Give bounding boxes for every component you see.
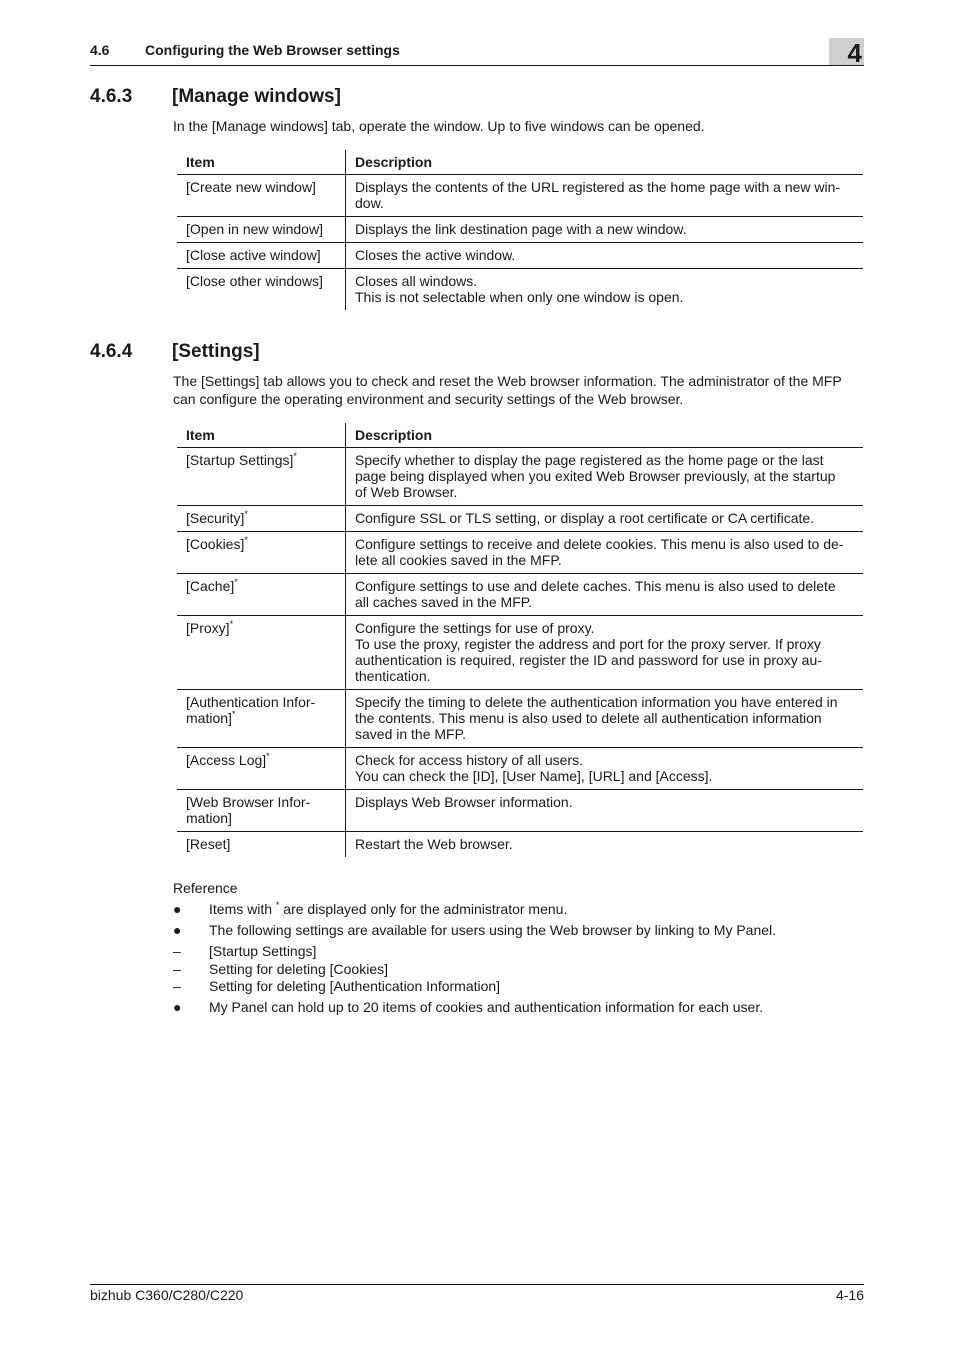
reference-text: Setting for deleting [Authentication Information] (209, 978, 501, 994)
asterisk-mark: * (275, 900, 280, 910)
description-cell (346, 532, 864, 574)
desc-line: of Web Browser. (355, 484, 458, 500)
item-cell (177, 532, 346, 574)
settings-intro (173, 372, 863, 408)
bullet-icon: ● (173, 999, 182, 1015)
desc-line: lete all cookies saved in the MFP. (355, 552, 562, 568)
item-line: [Proxy] (186, 620, 230, 636)
reference-text: The following settings are available for users using the Web browser by linking to My Panel. (209, 922, 777, 938)
intro-line: The [Settings] tab allows you to check and reset the Web browser information. The administrator of the MFP (173, 373, 842, 389)
description-cell (346, 506, 864, 532)
item-cell (177, 574, 346, 616)
item-cell (177, 832, 346, 858)
item-line: [Cookies] (186, 536, 245, 552)
item-cell (177, 748, 346, 790)
reference-text: My Panel can hold up to 20 items of cookies and authentication information for each user. (209, 999, 764, 1015)
dash-icon: – (173, 961, 181, 977)
item-cell: [Close other windows] (177, 269, 346, 311)
item-line: [Authentication Infor- (186, 694, 316, 710)
table-row (177, 748, 863, 790)
item-line: mation] (186, 810, 232, 826)
dash-icon: – (173, 978, 181, 994)
admin-asterisk: * (231, 709, 236, 719)
column-header-item: Item (177, 423, 346, 448)
desc-line: Specify the timing to delete the authentication information you have entered in (355, 694, 838, 710)
item-line: [Reset] (186, 836, 231, 852)
desc-line: Closes all windows. (355, 273, 478, 289)
footer-page-number: 4-16 (835, 1287, 864, 1303)
footer-product: bizhub C360/C280/C220 (90, 1287, 244, 1303)
admin-asterisk: * (234, 577, 238, 587)
item-line: [Access Log] (186, 752, 267, 768)
column-header-item: Item (177, 150, 346, 175)
table-row (177, 832, 863, 858)
description-cell: Displays the link destination page with a new window. (346, 217, 864, 243)
bullet-icon: ● (173, 901, 182, 917)
admin-asterisk: * (266, 751, 270, 761)
table-row (177, 243, 863, 269)
desc-line: dow. (355, 195, 384, 211)
table-row (177, 690, 863, 748)
admin-asterisk: * (244, 535, 248, 545)
desc-line: Check for access history of all users. (355, 752, 583, 768)
item-line: [Startup Settings] (186, 452, 294, 468)
desc-line: authentication is required, register the ID and password for use in proxy au- (355, 652, 822, 668)
heading-title: [Settings] (172, 341, 260, 362)
item-cell (177, 690, 346, 748)
desc-line: the contents. This menu is also used to delete all authentication information (355, 710, 822, 726)
heading-number: 4.6.4 (90, 341, 133, 362)
description-cell: Closes the active window. (346, 243, 864, 269)
text-before: Items with (209, 901, 276, 917)
description-cell (346, 574, 864, 616)
description-cell (346, 448, 864, 506)
running-header (90, 42, 400, 58)
settings-table (177, 423, 863, 857)
desc-line: This is not selectable when only one window is open. (355, 289, 684, 305)
desc-line: Specify whether to display the page registered as the home page or the last (355, 452, 824, 468)
desc-line: You can check the [ID], [User Name], [URL] and [Access]. (355, 768, 713, 784)
item-cell (177, 506, 346, 532)
table-row (177, 532, 863, 574)
header-section-title: Configuring the Web Browser settings (145, 42, 400, 58)
heading-settings (90, 341, 260, 363)
reference-text: [Startup Settings] (209, 943, 317, 959)
description-cell (346, 790, 864, 832)
description-cell (346, 616, 864, 690)
table-row (177, 506, 863, 532)
desc-line: thentication. (355, 668, 431, 684)
item-cell: [Create new window] (177, 175, 346, 217)
reference-text: Setting for deleting [Cookies] (209, 961, 388, 977)
desc-line: Configure settings to receive and delete cookies. This menu is also used to de- (355, 536, 844, 552)
header-section-number: 4.6 (90, 42, 110, 58)
intro-line: can configure the operating environment and security settings of the Web browser. (173, 391, 684, 407)
bullet-icon: ● (173, 922, 182, 938)
manage-windows-table (177, 150, 863, 310)
desc-line: Configure settings to use and delete caches. This menu is also used to delete (355, 578, 836, 594)
item-cell: [Open in new window] (177, 217, 346, 243)
column-header-description: Description (346, 150, 864, 175)
desc-line: Displays the contents of the URL registered as the home page with a new win- (355, 179, 841, 195)
table-row (177, 269, 863, 311)
desc-line: Restart the Web browser. (355, 836, 513, 852)
desc-line: Displays Web Browser information. (355, 794, 573, 810)
reference-text (209, 900, 567, 918)
desc-line: To use the proxy, register the address and port for the proxy server. If proxy (355, 636, 821, 652)
description-cell (346, 175, 864, 217)
desc-line: Configure SSL or TLS setting, or display a root certificate or CA certificate. (355, 510, 815, 526)
description-cell (346, 832, 864, 858)
desc-line: all caches saved in the MFP. (355, 594, 533, 610)
table-row (177, 175, 863, 217)
item-cell (177, 448, 346, 506)
settings-table-body (177, 448, 863, 858)
reference-title: Reference (173, 880, 238, 896)
item-cell (177, 790, 346, 832)
item-line: [Web Browser Infor- (186, 794, 311, 810)
table-row (177, 574, 863, 616)
table-row (177, 217, 863, 243)
desc-line: saved in the MFP. (355, 726, 467, 742)
desc-line: page being displayed when you exited Web Browser previously, at the startup (355, 468, 836, 484)
text-after: are displayed only for the administrator menu. (279, 901, 568, 917)
manage-windows-intro: In the [Manage windows] tab, operate the window. Up to five windows can be opened. (173, 118, 705, 134)
heading-manage-windows (90, 86, 341, 108)
item-line: [Security] (186, 510, 245, 526)
description-cell (346, 269, 864, 311)
dash-icon: – (173, 943, 181, 959)
admin-asterisk: * (293, 451, 297, 461)
table-row (177, 790, 863, 832)
item-cell (177, 616, 346, 690)
desc-line: Configure the settings for use of proxy. (355, 620, 595, 636)
table-header-row (177, 150, 863, 175)
admin-asterisk: * (229, 619, 234, 629)
admin-asterisk: * (244, 509, 248, 519)
heading-title: [Manage windows] (172, 86, 341, 107)
table-row (177, 616, 863, 690)
header-rule (90, 65, 864, 66)
item-line: [Cache] (186, 578, 235, 594)
column-header-description: Description (346, 423, 864, 448)
description-cell (346, 748, 864, 790)
table-row (177, 448, 863, 506)
footer-rule (90, 1284, 864, 1285)
item-line: mation] (186, 710, 232, 726)
description-cell (346, 690, 864, 748)
chapter-number-badge: 4 (829, 38, 864, 66)
item-cell: [Close active window] (177, 243, 346, 269)
heading-number: 4.6.3 (90, 86, 133, 107)
table-header-row (177, 423, 863, 448)
